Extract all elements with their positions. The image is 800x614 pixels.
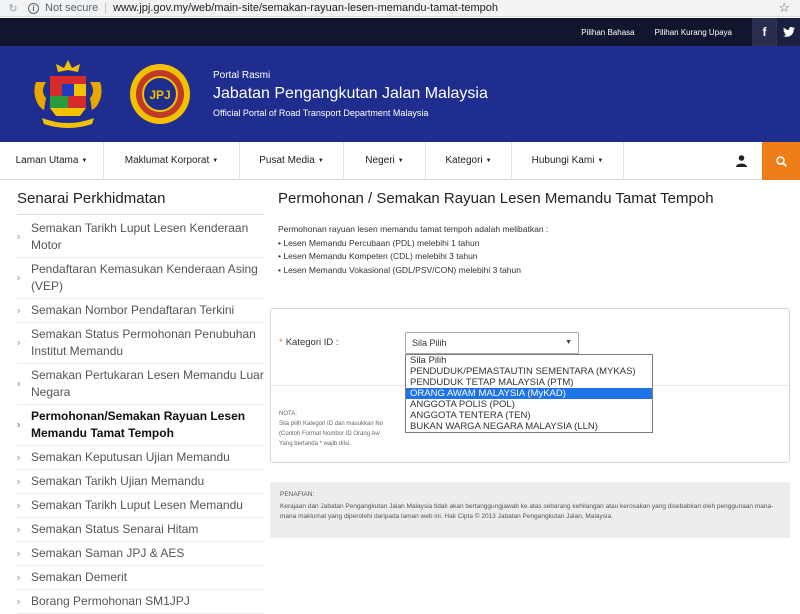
services-sidebar	[0, 180, 264, 608]
url-separator: |	[104, 2, 108, 14]
sidebar-item-label: Semakan Nombor Pendaftaran Terkini	[31, 303, 235, 317]
bookmark-star-icon[interactable]: ☆	[778, 0, 790, 15]
sidebar-item-label: Semakan Pertukaran Lesen Memandu Luar Negara	[31, 368, 264, 399]
chevron-right-icon: ›	[17, 272, 21, 284]
user-icon	[736, 155, 747, 167]
search-icon	[776, 156, 787, 167]
disclaimer-title: PENAFIAN:	[280, 491, 315, 498]
chevron-right-icon: ›	[17, 572, 21, 583]
required-mark: *	[279, 337, 283, 348]
sidebar-item-label: Semakan Tarikh Luput Lesen Memandu	[31, 498, 243, 512]
caret-down-icon: ▼	[81, 157, 88, 164]
note-line: Sila pilih Kategori ID dan masukkan No	[279, 421, 384, 427]
intro-line: Permohonan rayuan lesen memandu tamat tempoh adalah melibatkan :	[278, 224, 549, 234]
chevron-right-icon: ›	[17, 378, 21, 390]
chevron-right-icon: ›	[17, 524, 21, 535]
dropdown-option[interactable]: ANGGOTA POLIS (POL)	[410, 399, 515, 410]
sidebar-item-label: Semakan Status Senarai Hitam	[31, 522, 199, 536]
disclaimer-text: Kerajaan dan Jabatan Pengangkutan Jalan Malaysia tidak akan bertanggungjawab ke atas sebarang kehilangan atau kerosakan yang disebabkan oleh penggunaan mana-mana maklumat yang diperolehi daripada laman web ini. Hak Cipta © 2013 Jabatan Pengangkutan Jalan, Malaysia.	[280, 503, 774, 520]
top-utility-bar	[0, 18, 800, 46]
nav-label: Kategori	[445, 155, 483, 166]
page-title: Permohonan / Semakan Rayuan Lesen Memandu Tamat Tempoh	[278, 190, 714, 207]
nav-negeri[interactable]	[344, 142, 426, 180]
caret-down-icon: ▼	[397, 157, 404, 164]
sidebar-item[interactable]	[17, 446, 264, 470]
search-button[interactable]	[762, 142, 800, 180]
sidebar-item-label: Semakan Saman JPJ & AES	[31, 546, 185, 560]
sidebar-item[interactable]	[17, 470, 264, 494]
site-header	[0, 46, 800, 142]
intro-text	[278, 223, 548, 277]
sidebar-item[interactable]	[17, 494, 264, 518]
sidebar-item-label: Semakan Tarikh Luput Lesen Kenderaan Motor	[31, 221, 249, 252]
form-note	[279, 409, 383, 449]
category-id-label-text: Kategori ID :	[285, 337, 339, 348]
nav-pusat-media[interactable]	[240, 142, 344, 180]
category-id-label	[279, 337, 339, 348]
chevron-right-icon: ›	[17, 596, 21, 607]
disclaimer-box	[270, 482, 790, 538]
nav-label: Maklumat Korporat	[124, 155, 210, 166]
language-link[interactable]: Pilihan Bahasa	[581, 27, 635, 37]
sidebar-item-label: Semakan Keputusan Ujian Memandu	[31, 450, 230, 464]
nav-label: Hubungi Kami	[531, 155, 595, 166]
chevron-right-icon: ›	[17, 476, 21, 487]
sidebar-item-label: Semakan Demerit	[31, 570, 128, 584]
category-id-dropdown[interactable]	[405, 354, 653, 433]
main-content	[270, 180, 800, 598]
sidebar-item[interactable]	[17, 217, 264, 258]
twitter-icon[interactable]	[776, 18, 800, 46]
sidebar-list	[17, 217, 264, 614]
reload-icon[interactable]: ↻	[8, 2, 18, 15]
facebook-icon[interactable]: f	[752, 18, 776, 46]
select-arrow-icon: ▼	[565, 339, 572, 346]
main-navigation	[0, 142, 800, 180]
appeal-form	[270, 308, 790, 463]
note-line: (Contoh Format Nombor ID Orang Aw	[279, 431, 380, 437]
sidebar-item[interactable]	[17, 542, 264, 566]
sidebar-item[interactable]	[17, 566, 264, 590]
sidebar-item-label: Permohonan/Semakan Rayuan Lesen Memandu Tamat Tempoh	[31, 409, 246, 440]
portal-label: Portal Rasmi	[213, 70, 271, 81]
sidebar-item-label: Borang Permohonan SM1JPJ	[31, 594, 190, 608]
chevron-right-icon: ›	[17, 419, 21, 431]
sidebar-item-label: Semakan Status Permohonan Penubuhan Institut Memandu	[31, 327, 256, 358]
site-subtitle: Official Portal of Road Transport Department Malaysia	[213, 108, 429, 118]
sidebar-item[interactable]	[17, 518, 264, 542]
svg-text:JPJ: JPJ	[149, 88, 171, 102]
chevron-right-icon: ›	[17, 337, 21, 349]
sidebar-item[interactable]	[17, 299, 264, 323]
chevron-right-icon: ›	[17, 231, 21, 243]
intro-bullet: • Lesen Memandu Kompeten (CDL) melebihi 3 tahun	[278, 251, 478, 261]
sidebar-item[interactable]	[17, 405, 264, 446]
jpj-seal-icon	[128, 62, 192, 126]
category-id-select[interactable]	[405, 332, 579, 354]
caret-down-icon: ▼	[485, 157, 492, 164]
user-button[interactable]	[720, 142, 762, 180]
security-label: Not secure	[45, 2, 99, 14]
nav-maklumat-korporat[interactable]	[104, 142, 240, 180]
malaysia-coat-of-arms-icon	[28, 58, 108, 130]
url-text[interactable]: www.jpj.gov.my/web/main-site/semakan-rayuan-lesen-memandu-tamat-tempoh	[113, 2, 499, 14]
dropdown-option[interactable]: Sila Pilih	[410, 355, 447, 366]
nav-label: Negeri	[365, 155, 395, 166]
note-title: NOTA:	[279, 411, 297, 417]
dropdown-option[interactable]: ANGGOTA TENTERA (TEN)	[410, 410, 531, 421]
sidebar-item[interactable]	[17, 364, 264, 405]
nav-laman-utama[interactable]	[0, 142, 104, 180]
intro-bullet: • Lesen Memandu Vokasional (GDL/PSV/CON) melebihi 3 tahun	[278, 264, 521, 275]
dropdown-option[interactable]: PENDUDUK TETAP MALAYSIA (PTM)	[410, 377, 574, 388]
sidebar-item[interactable]	[17, 323, 264, 364]
note-line: Yang bertanda * wajib diisi.	[279, 441, 351, 447]
intro-bullet: • Lesen Memandu Percubaan (PDL) melebihi 1 tahun	[278, 237, 480, 248]
caret-down-icon: ▼	[317, 157, 324, 164]
chevron-right-icon: ›	[17, 548, 21, 559]
sidebar-item[interactable]	[17, 258, 264, 299]
sidebar-divider	[17, 214, 264, 215]
sidebar-heading: Senarai Perkhidmatan	[17, 190, 166, 207]
chevron-right-icon: ›	[17, 305, 21, 316]
info-icon[interactable]: i	[28, 3, 39, 14]
nav-hubungi-kami[interactable]	[512, 142, 624, 180]
sidebar-item-label: Semakan Tarikh Ujian Memandu	[31, 474, 205, 488]
select-value: Sila Pilih	[412, 338, 447, 348]
nav-kategori[interactable]	[426, 142, 512, 180]
site-title[interactable]: Jabatan Pengangkutan Jalan Malaysia	[213, 85, 488, 102]
caret-down-icon: ▼	[212, 157, 219, 164]
nav-label: Laman Utama	[15, 155, 79, 166]
browser-address-bar	[0, 0, 800, 17]
nav-label: Pusat Media	[259, 155, 315, 166]
dropdown-option[interactable]: BUKAN WARGA NEGARA MALAYSIA (LLN)	[410, 421, 598, 432]
dropdown-option[interactable]: ORANG AWAM MALAYSIA (MyKAD)	[406, 388, 652, 399]
sidebar-item-label: Pendaftaran Kemasukan Kenderaan Asing (VEP)	[31, 262, 258, 293]
chevron-right-icon: ›	[17, 452, 21, 463]
sidebar-item[interactable]	[17, 590, 264, 614]
caret-down-icon: ▼	[597, 157, 604, 164]
dropdown-option[interactable]: PENDUDUK/PEMASTAUTIN SEMENTARA (MYKAS)	[410, 366, 636, 377]
chevron-right-icon: ›	[17, 500, 21, 511]
accessibility-link[interactable]: Pilihan Kurang Upaya	[654, 27, 732, 37]
